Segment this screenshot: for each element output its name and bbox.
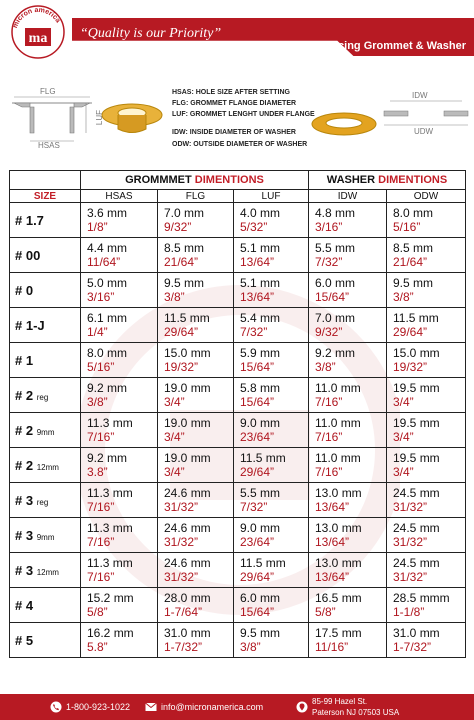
value-cell	[81, 518, 158, 553]
value-cell	[81, 588, 158, 623]
value-cell	[387, 343, 466, 378]
metric-value: 7.0 mm	[164, 206, 205, 220]
value-cell	[234, 378, 309, 413]
metric-value: 24.6 mm	[164, 486, 211, 500]
metric-value: 9.5 mm	[393, 276, 434, 290]
imperial-value: 1-1/8”	[393, 605, 425, 619]
metric-value: 8.0 mm	[393, 206, 434, 220]
value-cell	[234, 238, 309, 273]
metric-value: 28.5 mmm	[393, 591, 450, 605]
imperial-value: 7/16”	[87, 535, 115, 549]
tagline: “Quality is our Priority”	[80, 26, 222, 41]
metric-value: 11.0 mm	[315, 416, 361, 430]
value-cell	[81, 273, 158, 308]
metric-value: 9.5 mm	[164, 276, 205, 290]
value-cell	[387, 273, 466, 308]
value-cell	[81, 343, 158, 378]
metric-value: 5.9 mm	[240, 346, 281, 360]
table-row	[10, 343, 466, 378]
metric-value: 9.0 mm	[240, 416, 281, 430]
metric-value: 15.0 mm	[393, 346, 440, 360]
footer-address: 85-99 Hazel St. Paterson NJ 07503 USA	[312, 697, 400, 717]
size-cell: # 1-J	[10, 308, 81, 343]
imperial-value: 7/32”	[240, 500, 268, 514]
value-cell	[81, 378, 158, 413]
metric-value: 5.1 mm	[240, 241, 281, 255]
metric-value: 15.0 mm	[164, 346, 211, 360]
value-cell	[81, 413, 158, 448]
imperial-value: 15/64”	[240, 605, 275, 619]
diagram-label-idw: IDW	[412, 91, 428, 100]
imperial-value: 7/16”	[315, 395, 343, 409]
value-cell	[81, 203, 158, 238]
footer	[0, 694, 474, 720]
imperial-value: 3/8”	[240, 640, 261, 654]
value-cell	[309, 203, 387, 238]
footer-phone[interactable]: 1-800-923-1022	[50, 701, 130, 713]
metric-value: 8.5 mm	[164, 241, 205, 255]
value-cell	[309, 308, 387, 343]
value-cell	[309, 518, 387, 553]
metric-value: 11.3 mm	[87, 416, 133, 430]
value-cell	[234, 273, 309, 308]
metric-value: 11.3 mm	[87, 521, 133, 535]
metric-value: 11.5 mm	[240, 556, 286, 570]
metric-value: 6.0 mm	[240, 591, 281, 605]
col-header-hsas: HSAS	[81, 190, 158, 203]
table-row	[10, 588, 466, 623]
diagram-area	[0, 63, 474, 163]
svg-text:ma: ma	[28, 31, 48, 46]
value-cell	[81, 623, 158, 658]
imperial-value: 1/4”	[87, 325, 108, 339]
value-cell	[158, 203, 234, 238]
imperial-value: 13/64”	[240, 255, 275, 269]
column-header-row	[10, 190, 466, 203]
dimensions-table	[9, 170, 466, 658]
metric-value: 11.5 mm	[240, 451, 286, 465]
imperial-value: 31/32”	[164, 570, 199, 584]
metric-value: 19.5 mm	[393, 451, 440, 465]
metric-value: 19.0 mm	[164, 451, 211, 465]
diagram-label-luf: LUF	[95, 109, 105, 126]
imperial-value: 15/64”	[240, 395, 275, 409]
imperial-value: 13/64”	[240, 290, 275, 304]
imperial-value: 9/32”	[315, 325, 343, 339]
metric-value: 11.3 mm	[87, 486, 133, 500]
imperial-value: 3/4”	[164, 395, 185, 409]
imperial-value: 3/8”	[164, 290, 185, 304]
col-header-odw: ODW	[387, 190, 466, 203]
value-cell	[158, 518, 234, 553]
value-cell	[387, 308, 466, 343]
value-cell	[234, 343, 309, 378]
imperial-value: 1/8”	[87, 220, 108, 234]
page-title: Self Piercing Grommet & Washer	[294, 40, 466, 52]
metric-value: 19.0 mm	[164, 416, 211, 430]
metric-value: 19.5 mm	[393, 416, 440, 430]
value-cell	[234, 553, 309, 588]
metric-value: 16.2 mm	[87, 626, 134, 640]
table-row	[10, 203, 466, 238]
value-cell	[81, 448, 158, 483]
imperial-value: 3/16”	[315, 220, 343, 234]
metric-value: 24.6 mm	[164, 556, 211, 570]
note-luf: LUF: GROMMET LENGHT UNDER FLANGE	[172, 111, 315, 118]
table-row	[10, 378, 466, 413]
metric-value: 16.5 mm	[315, 591, 362, 605]
imperial-value: 15/64”	[240, 360, 275, 374]
value-cell	[158, 623, 234, 658]
value-cell	[81, 553, 158, 588]
size-cell: # 5	[10, 623, 81, 658]
value-cell	[309, 448, 387, 483]
value-cell	[158, 413, 234, 448]
metric-value: 5.0 mm	[87, 276, 128, 290]
metric-value: 8.5 mm	[393, 241, 434, 255]
metric-value: 6.1 mm	[87, 311, 128, 325]
table-row	[10, 623, 466, 658]
table-row	[10, 273, 466, 308]
imperial-value: 13/64”	[315, 570, 350, 584]
value-cell	[309, 238, 387, 273]
imperial-value: 11/64”	[87, 255, 121, 269]
value-cell	[387, 378, 466, 413]
size-cell: # 2 reg	[10, 378, 81, 413]
group-header-row	[10, 171, 466, 190]
value-cell	[387, 448, 466, 483]
metric-value: 6.0 mm	[315, 276, 356, 290]
size-cell: # 1.7	[10, 203, 81, 238]
metric-value: 9.5 mm	[240, 626, 281, 640]
metric-value: 11.5 mm	[393, 311, 439, 325]
diagram-label-hsas: HSAS	[38, 141, 60, 150]
value-cell	[234, 203, 309, 238]
imperial-value: 29/64”	[240, 465, 275, 479]
imperial-value: 21/64”	[164, 255, 199, 269]
value-cell	[309, 553, 387, 588]
washer-group-header: WASHER DIMENTIONS	[309, 171, 466, 190]
imperial-value: 1-7/32”	[393, 640, 432, 654]
metric-value: 19.5 mm	[393, 381, 440, 395]
table-row	[10, 483, 466, 518]
imperial-value: 31/32”	[164, 535, 199, 549]
imperial-value: 3/4”	[393, 395, 414, 409]
table-row	[10, 553, 466, 588]
imperial-value: 3/8”	[315, 360, 336, 374]
metric-value: 11.5 mm	[164, 311, 210, 325]
size-cell: # 3 9mm	[10, 518, 81, 553]
note-hsas: HSAS: HOLE SIZE AFTER SETTING	[172, 89, 290, 96]
value-cell	[234, 588, 309, 623]
metric-value: 5.8 mm	[240, 381, 281, 395]
metric-value: 19.0 mm	[164, 381, 211, 395]
value-cell	[234, 413, 309, 448]
imperial-value: 13/64”	[315, 535, 350, 549]
value-cell	[158, 238, 234, 273]
imperial-value: 3/4”	[164, 430, 185, 444]
imperial-value: 19/32”	[393, 360, 428, 374]
value-cell	[158, 273, 234, 308]
metric-value: 4.8 mm	[315, 206, 356, 220]
imperial-value: 5/16”	[393, 220, 421, 234]
imperial-value: 7/16”	[87, 430, 115, 444]
metric-value: 9.2 mm	[315, 346, 356, 360]
imperial-value: 23/64”	[240, 535, 275, 549]
value-cell	[81, 238, 158, 273]
imperial-value: 31/32”	[393, 570, 428, 584]
size-cell: # 4	[10, 588, 81, 623]
imperial-value: 3/8”	[393, 290, 414, 304]
table-row	[10, 238, 466, 273]
metric-value: 31.0 mm	[393, 626, 440, 640]
col-header-size: SIZE	[10, 190, 81, 203]
imperial-value: 29/64”	[164, 325, 199, 339]
diagram-label-flg: FLG	[40, 87, 56, 96]
imperial-value: 31/32”	[393, 500, 428, 514]
imperial-value: 5/8”	[315, 605, 336, 619]
value-cell	[309, 623, 387, 658]
value-cell	[158, 448, 234, 483]
metric-value: 9.2 mm	[87, 381, 128, 395]
value-cell	[387, 518, 466, 553]
size-cell: # 00	[10, 238, 81, 273]
imperial-value: 19/32”	[164, 360, 199, 374]
imperial-value: 7/16”	[315, 465, 343, 479]
imperial-value: 7/16”	[87, 500, 115, 514]
imperial-value: 23/64”	[240, 430, 275, 444]
metric-value: 13.0 mm	[315, 486, 362, 500]
value-cell	[387, 238, 466, 273]
svg-text:micron america: micron america	[11, 6, 62, 30]
logo	[4, 4, 72, 60]
size-cell: # 2 12mm	[10, 448, 81, 483]
metric-value: 31.0 mm	[164, 626, 211, 640]
metric-value: 17.5 mm	[315, 626, 362, 640]
value-cell	[309, 588, 387, 623]
value-cell	[81, 308, 158, 343]
value-cell	[158, 308, 234, 343]
metric-value: 11.0 mm	[315, 451, 361, 465]
imperial-value: 29/64”	[240, 570, 275, 584]
metric-value: 24.5 mm	[393, 556, 440, 570]
note-odw: ODW: OUTSIDE DIAMETER OF WASHER	[172, 141, 308, 148]
value-cell	[387, 413, 466, 448]
metric-value: 24.5 mm	[393, 486, 440, 500]
metric-value: 4.0 mm	[240, 206, 281, 220]
imperial-value: 3/16”	[87, 290, 115, 304]
metric-value: 11.0 mm	[315, 381, 361, 395]
imperial-value: 21/64”	[393, 255, 428, 269]
value-cell	[309, 483, 387, 518]
imperial-value: 3/4”	[164, 465, 185, 479]
size-cell: # 0	[10, 273, 81, 308]
metric-value: 9.2 mm	[87, 451, 128, 465]
metric-value: 4.4 mm	[87, 241, 128, 255]
value-cell	[158, 553, 234, 588]
imperial-value: 13/64”	[315, 500, 350, 514]
imperial-value: 3/4”	[393, 430, 414, 444]
value-cell	[234, 448, 309, 483]
size-cell: # 3 reg	[10, 483, 81, 518]
value-cell	[387, 553, 466, 588]
metric-value: 15.2 mm	[87, 591, 134, 605]
metric-value: 24.6 mm	[164, 521, 211, 535]
value-cell	[387, 623, 466, 658]
value-cell	[158, 343, 234, 378]
grommet-group-header: GROMMMET DIMENTIONS	[81, 171, 309, 190]
metric-value: 13.0 mm	[315, 521, 362, 535]
value-cell	[387, 483, 466, 518]
metric-value: 8.0 mm	[87, 346, 128, 360]
value-cell	[309, 378, 387, 413]
value-cell	[234, 518, 309, 553]
size-cell: # 2 9mm	[10, 413, 81, 448]
metric-value: 5.1 mm	[240, 276, 281, 290]
location-icon	[296, 701, 308, 713]
value-cell	[234, 623, 309, 658]
metric-value: 11.3 mm	[87, 556, 133, 570]
metric-value: 5.4 mm	[240, 311, 281, 325]
imperial-value: 5/32”	[240, 220, 268, 234]
value-cell	[309, 413, 387, 448]
table-row	[10, 413, 466, 448]
imperial-value: 7/16”	[315, 430, 343, 444]
size-cell: # 3 12mm	[10, 553, 81, 588]
note-idw: IDW: INSIDE DIAMETER OF WASHER	[172, 129, 296, 136]
metric-value: 3.6 mm	[87, 206, 128, 220]
metric-value: 13.0 mm	[315, 556, 362, 570]
value-cell	[309, 343, 387, 378]
imperial-value: 5.8”	[87, 640, 108, 654]
email-icon	[145, 701, 157, 713]
diagram-label-udw: UDW	[414, 127, 434, 136]
imperial-value: 1-7/32”	[164, 640, 203, 654]
table-row	[10, 448, 466, 483]
table-row	[10, 308, 466, 343]
table-row	[10, 518, 466, 553]
col-header-idw: IDW	[309, 190, 387, 203]
value-cell	[234, 483, 309, 518]
value-cell	[309, 273, 387, 308]
imperial-value: 31/32”	[393, 535, 428, 549]
footer-email[interactable]: info@micronamerica.com	[145, 701, 263, 713]
imperial-value: 9/32”	[164, 220, 192, 234]
imperial-value: 3.8”	[87, 465, 108, 479]
note-flg: FLG: GROMMET FLANGE DIAMETER	[172, 100, 297, 107]
metric-value: 5.5 mm	[315, 241, 356, 255]
header	[0, 0, 474, 63]
imperial-value: 15/64”	[315, 290, 350, 304]
phone-icon	[50, 701, 62, 713]
value-cell	[158, 588, 234, 623]
imperial-value: 7/32”	[315, 255, 343, 269]
metric-value: 28.0 mm	[164, 591, 211, 605]
col-header-luf: LUF	[234, 190, 309, 203]
imperial-value: 3/8”	[87, 395, 108, 409]
imperial-value: 1-7/64”	[164, 605, 203, 619]
imperial-value: 29/64”	[393, 325, 428, 339]
imperial-value: 5/16”	[87, 360, 115, 374]
value-cell	[387, 203, 466, 238]
imperial-value: 31/32”	[164, 500, 199, 514]
metric-value: 24.5 mm	[393, 521, 440, 535]
metric-value: 5.5 mm	[240, 486, 281, 500]
col-header-flg: FLG	[158, 190, 234, 203]
metric-value: 9.0 mm	[240, 521, 281, 535]
value-cell	[158, 378, 234, 413]
value-cell	[387, 588, 466, 623]
value-cell	[158, 483, 234, 518]
imperial-value: 3/4”	[393, 465, 414, 479]
imperial-value: 7/32”	[240, 325, 268, 339]
value-cell	[234, 308, 309, 343]
imperial-value: 5/8”	[87, 605, 108, 619]
metric-value: 7.0 mm	[315, 311, 356, 325]
size-cell: # 1	[10, 343, 81, 378]
imperial-value: 11/16”	[315, 640, 349, 654]
imperial-value: 7/16”	[87, 570, 115, 584]
value-cell	[81, 483, 158, 518]
